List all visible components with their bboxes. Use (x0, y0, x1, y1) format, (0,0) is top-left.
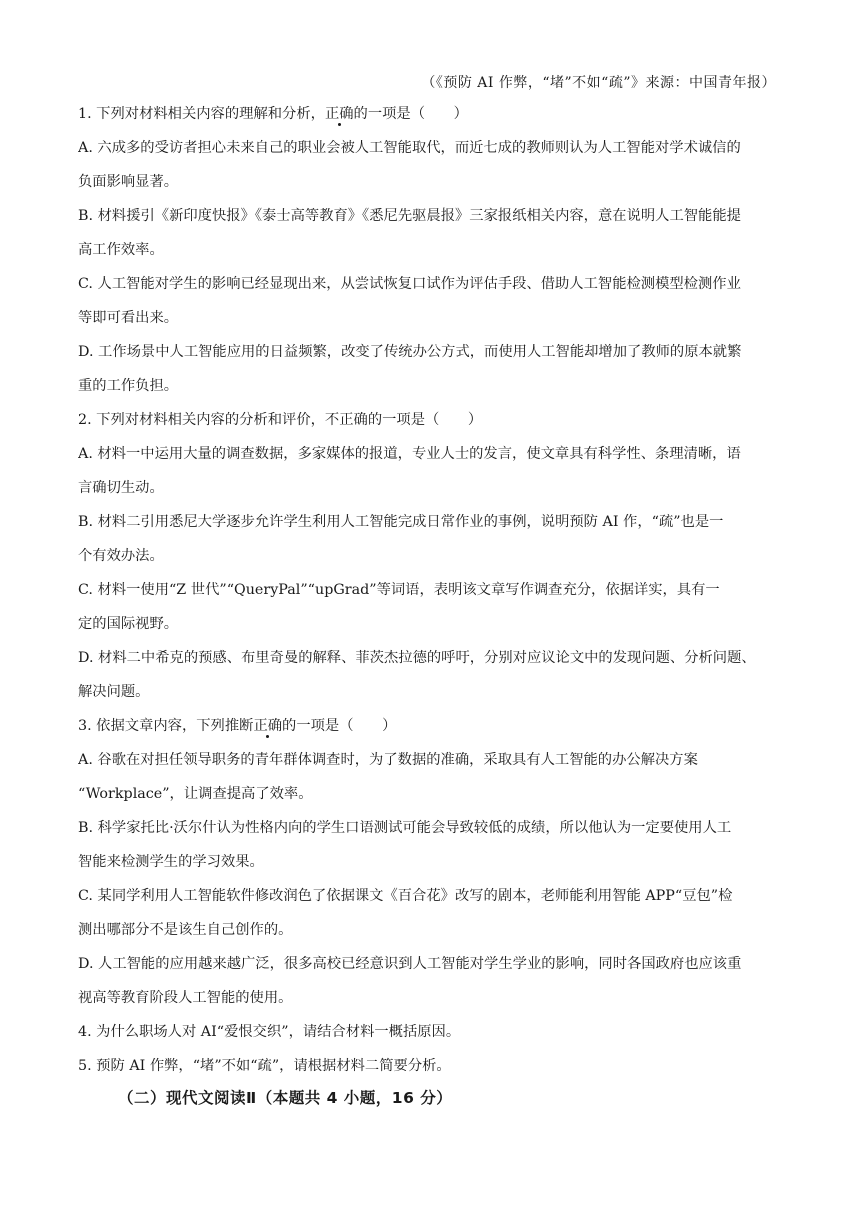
emphasis-mark: 正确 (253, 718, 283, 734)
question-3-option-b-cont: 智能来检测学生的学习效果。 (78, 854, 264, 870)
question-3-option-b: B. 科学家托比·沃尔什认为性格内向的学生口语测试可能会导致较低的成绩，所以他认为一定要使用人工 (78, 820, 732, 836)
question-2-option-a: A. 材料一中运用大量的调查数据，多家媒体的报道，专业人士的发言，使文章具有科学性、条理清晰，语 (78, 446, 741, 462)
question-3-option-c: C. 某同学利用人工智能软件修改润色了依据课文《百合花》改写的剧本，老师能利用智能 APP“豆包”检 (78, 888, 733, 904)
question-1-option-b: B. 材料援引《新印度快报》《泰士高等教育》《悉尼先驱晨报》三家报纸相关内容，意在说明人工智能能提 (78, 208, 741, 224)
question-2-option-d-cont: 解决问题。 (78, 684, 150, 700)
question-3-option-d: D. 人工智能的应用越来越广泛，很多高校已经意识到人工智能对学生学业的影响，同时各国政府也应该重 (78, 956, 742, 972)
question-1-option-d-cont: 重的工作负担。 (78, 378, 179, 394)
question-3-option-a: A. 谷歌在对担任领导职务的青年群体调查时，为了数据的准确，采取具有人工智能的办公解决方案 (78, 752, 698, 768)
question-1-option-a: A. 六成多的受访者担心未来自己的职业会被人工智能取代，而近七成的教师则认为人工智能对学术诚信的 (78, 140, 741, 156)
source-citation: （《预防 AI 作弊，“堵”不如“疏”》来源：中国青年报） (421, 75, 776, 91)
section-heading: （二）现代文阅读Ⅱ（本题共 4 小题，16 分） (118, 1089, 453, 1107)
question-2-option-c-cont: 定的国际视野。 (78, 616, 179, 632)
question-3-option-d-cont: 视高等教育阶段人工智能的使用。 (78, 990, 293, 1006)
question-1-option-c-cont: 等即可看出来。 (78, 310, 179, 326)
question-2-option-d: D. 材料二中希克的预感、布里奇曼的解释、菲茨杰拉德的呼吁，分别对应议论文中的发现问题、分析问题、 (78, 650, 756, 666)
question-1-option-a-cont: 负面影响显著。 (78, 174, 179, 190)
question-3-stem: 3. 依据文章内容，下列推断正确的一项是（ ） (78, 718, 397, 734)
question-3-option-a-cont: “Workplace”，让调查提高了效率。 (78, 786, 313, 802)
question-1-option-d: D. 工作场景中人工智能应用的日益频繁，改变了传统办公方式，而使用人工智能却增加了教师的原本就繁 (78, 344, 742, 360)
emphasis-mark: 正确 (324, 106, 354, 122)
question-3-option-c-cont: 测出哪部分不是该生自己创作的。 (78, 922, 293, 938)
question-1-option-b-cont: 高工作效率。 (78, 242, 164, 258)
question-5: 5. 预防 AI 作弊，“堵”不如“疏”，请根据材料二简要分析。 (78, 1058, 451, 1074)
question-1-option-c: C. 人工智能对学生的影响已经显现出来，从尝试恢复口试作为评估手段、借助人工智能检测模型检测作业 (78, 276, 741, 292)
question-2-option-a-cont: 言确切生动。 (78, 480, 164, 496)
question-2-option-b-cont: 个有效办法。 (78, 548, 164, 564)
question-4: 4. 为什么职场人对 AI“爱恨交织”，请结合材料一概括原因。 (78, 1024, 461, 1040)
question-1-stem: 1. 下列对材料相关内容的理解和分析，正确的一项是（ ） (78, 106, 468, 122)
question-content (78, 104, 784, 1090)
question-2-stem: 2. 下列对材料相关内容的分析和评价，不正确的一项是（ ） (78, 412, 483, 428)
question-2-option-c: C. 材料一使用“Z 世代”“QueryPal”“upGrad”等词语，表明该文章写作调查充分，依据详实，具有一 (78, 582, 720, 598)
question-2-option-b: B. 材料二引用悉尼大学逐步允许学生利用人工智能完成日常作业的事例，说明预防 AI 作，“疏”也是一 (78, 514, 724, 530)
